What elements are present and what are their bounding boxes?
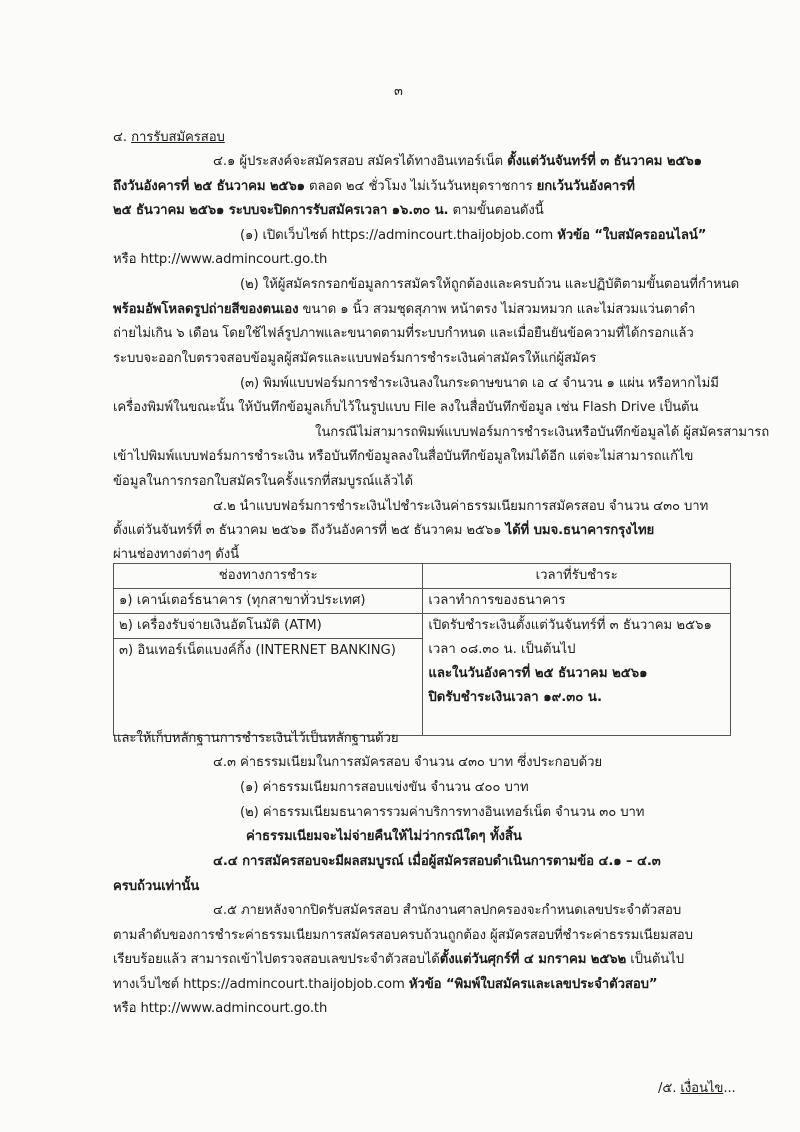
text: ๔.๑ ผู้ประสงค์จะสมัครสอบ สมัครได้ทางอินเทอร์เน็ต xyxy=(213,154,508,169)
time-line: เวลา ๐๘.๓๐ น. เป็นต้นไป xyxy=(428,642,576,657)
url-text: ทางเว็บไซต์ https://admincourt.thaijobjob.com xyxy=(113,977,409,992)
continuation-prefix: /๕. xyxy=(658,1081,681,1096)
para-4-2-line-3: ผ่านช่องทางต่างๆ ดังนี้ xyxy=(113,547,239,562)
fee-item-2: (๒) ค่าธรรมเนียมธนาคารรวมค่าบริการทางอินเทอร์เน็ต จำนวน ๓๐ บาท xyxy=(240,805,645,820)
channel-cell: ๑) เคาน์เตอร์ธนาคาร (ทุกสาขาทั่วประเทศ) xyxy=(114,589,423,614)
para-4-2-line-2 xyxy=(113,521,654,541)
fee-item-1: (๑) ค่าธรรมเนียมการสอบแข่งขัน จำนวน ๔๐๐ บาท xyxy=(240,780,529,795)
para-4-1-line-1 xyxy=(213,152,702,172)
text: ตามขั้นตอนดังนี้ xyxy=(448,203,544,218)
para-4-5-line-2: ตามลำดับของการชำระค่าธรรมเนียมการสมัครสอบครบถ้วนถูกต้อง ผู้สมัครสอบที่ชำระค่าธรรมเนียมสอบ xyxy=(113,928,693,943)
time-cell: เวลาทำการของธนาคาร xyxy=(423,589,731,614)
step-1-line-1 xyxy=(240,226,706,246)
para-4-5-line-4 xyxy=(113,975,658,995)
step-2-line-2 xyxy=(113,300,695,320)
step-3-line-3: ในกรณีไม่สามารถพิมพ์แบบฟอร์มการชำระเงินหรือบันทึกข้อมูลได้ ผู้สมัครสามารถ xyxy=(315,425,770,440)
step-3-line-4: เข้าไปพิมพ์แบบฟอร์มการชำระเงิน หรือบันทึกข้อมูลลงในสื่อบันทึกข้อมูลใหม่ได้อีก แต่จะไม่สามารถแก้ไข xyxy=(113,449,694,464)
bold-text: หัวข้อ “ใบสมัครออนไลน์” xyxy=(557,228,707,243)
text: ขนาด ๑ นิ้ว สวมชุดสุภาพ หน้าตรง ไม่สวมหมวก และไม่สวมแว่นตาดำ xyxy=(298,302,696,317)
after-table-note: และให้เก็บหลักฐานการชำระเงินไว้เป็นหลักฐานด้วย xyxy=(113,731,399,746)
url-text: (๑) เปิดเว็บไซต์ https://admincourt.thaijobjob.com xyxy=(240,228,558,243)
step-2-line-1: (๒) ให้ผู้สมัครกรอกข้อมูลการสมัครให้ถูกต้องและครบถ้วน และปฏิบัติตามขั้นตอนที่กำหนด xyxy=(240,277,740,292)
bold-text: ได้ที่ บมจ.ธนาคารกรุงไทย xyxy=(505,523,655,538)
bold-text: ยกเว้นวันอังคารที่ xyxy=(536,179,635,194)
section-heading xyxy=(113,128,225,148)
bold-text: ๒๕ ธันวาคม ๒๕๖๑ ระบบจะปิดการรับสมัครเวลา ๑๖.๓๐ น. xyxy=(113,203,449,218)
text: ตลอด ๒๔ ชั่วโมง ไม่เว้นวันหยุดราชการ xyxy=(304,179,537,194)
para-4-4-line-1: ๔.๔ การสมัครสอบจะมีผลสมบูรณ์ เมื่อผู้สมัครสอบดำเนินการตามข้อ ๔.๑ – ๔.๓ xyxy=(213,854,661,869)
step-2-line-3: ถ่ายไม่เกิน ๖ เดือน โดยใช้ไฟล์รูปภาพและขนาดตามที่ระบบกำหนด และเมื่อยืนยันข้อความที่ได้กรอกแล้ว xyxy=(113,326,694,341)
para-4-5-line-1: ๔.๕ ภายหลังจากปิดรับสมัครสอบ สำนักงานศาลปกครองจะกำหนดเลขประจำตัวสอบ xyxy=(213,903,682,918)
text: เป็นต้นไป xyxy=(626,952,685,967)
bold-text: ตั้งแต่วันจันทร์ที่ ๓ ธันวาคม ๒๕๖๑ xyxy=(507,154,702,169)
para-4-1-line-3 xyxy=(113,201,544,221)
bold-text: พร้อมอัพโหลดรูปถ่ายสีของตนเอง xyxy=(113,302,299,317)
text: ตั้งแต่วันจันทร์ที่ ๓ ธันวาคม ๒๕๖๑ ถึงวันอังคารที่ ๒๕ ธันวาคม ๒๕๖๑ xyxy=(113,523,506,538)
para-4-5-line-5: หรือ http://www.admincourt.go.th xyxy=(113,1001,328,1016)
non-refundable-note: ค่าธรรมเนียมจะไม่จ่ายคืนให้ไม่ว่ากรณีใดๆ ทั้งสิ้น xyxy=(246,829,522,844)
text: เรียบร้อยแล้ว สามารถเข้าไปตรวจสอบเลขประจำตัวสอบได้ xyxy=(113,952,440,967)
table-row xyxy=(114,614,731,639)
bold-text: หัวข้อ “พิมพ์ใบสมัครและเลขประจำตัวสอบ” xyxy=(408,977,658,992)
channel-cell: ๒) เครื่องรับจ่ายเงินอัตโนมัติ (ATM) xyxy=(114,614,423,639)
step-3-line-5: ข้อมูลในการกรอกใบสมัครในครั้งแรกที่สมบูรณ์แล้วได้ xyxy=(113,474,413,489)
continuation-ellipsis: ... xyxy=(723,1081,736,1096)
header-channel: ช่องทางการชำระ xyxy=(114,564,423,589)
step-3-line-1: (๓) พิมพ์แบบฟอร์มการชำระเงินลงในกระดาษขนาด เอ ๔ จำนวน ๑ แผ่น หรือหากไม่มี xyxy=(240,376,719,391)
continuation-marker xyxy=(658,1079,736,1099)
section-number: ๔. xyxy=(113,130,127,145)
table-row xyxy=(114,589,731,614)
table-header-row xyxy=(114,564,731,589)
section-title: การรับสมัครสอบ xyxy=(131,130,225,145)
bold-text: ตั้งแต่วันศุกร์ที่ ๔ มกราคม ๒๕๖๒ xyxy=(439,952,627,967)
continuation-next-section: เงื่อนไข xyxy=(680,1081,724,1096)
bold-text: ถึงวันอังคารที่ ๒๕ ธันวาคม ๒๕๖๑ xyxy=(113,179,305,194)
step-1-line-2: หรือ http://www.admincourt.go.th xyxy=(113,252,328,267)
para-4-3-line-1: ๔.๓ ค่าธรรมเนียมในการสมัครสอบ จำนวน ๔๓๐ บาท ซึ่งประกอบด้วย xyxy=(213,755,603,770)
time-line: เปิดรับชำระเงินตั้งแต่วันจันทร์ที่ ๓ ธันวาคม ๒๕๖๑ xyxy=(428,618,712,633)
step-2-line-4: ระบบจะออกใบตรวจสอบข้อมูลผู้สมัครและแบบฟอร์มการชำระเงินค่าสมัครให้แก่ผู้สมัคร xyxy=(113,351,597,366)
para-4-5-line-3 xyxy=(113,950,684,970)
para-4-1-line-2 xyxy=(113,177,635,197)
para-4-4-line-2: ครบถ้วนเท่านั้น xyxy=(113,879,200,894)
step-3-line-2: เครื่องพิมพ์ในขณะนั้น ให้บันทึกข้อมูลเก็บไว้ในรูปแบบ File ลงในสื่อบันทึกข้อมูล เช่น Flash Drive เป็นต้น xyxy=(113,400,699,415)
payment-channels-table xyxy=(113,563,731,736)
channel-cell: ๓) อินเทอร์เน็ตแบงค์กิ้ง (INTERNET BANKING) xyxy=(114,639,423,736)
header-time: เวลาที่รับชำระ xyxy=(423,564,731,589)
para-4-2-line-1: ๔.๒ นำแบบฟอร์มการชำระเงินไปชำระเงินค่าธรรมเนียมการสมัครสอบ จำนวน ๔๓๐ บาท xyxy=(213,499,709,514)
shared-time-cell xyxy=(423,614,731,736)
time-line-bold: ปิดรับชำระเงินเวลา ๑๙.๓๐ น. xyxy=(428,690,602,705)
page-number: ๓ xyxy=(394,84,403,99)
time-line-bold: และในวันอังคารที่ ๒๕ ธันวาคม ๒๕๖๑ xyxy=(428,666,648,681)
